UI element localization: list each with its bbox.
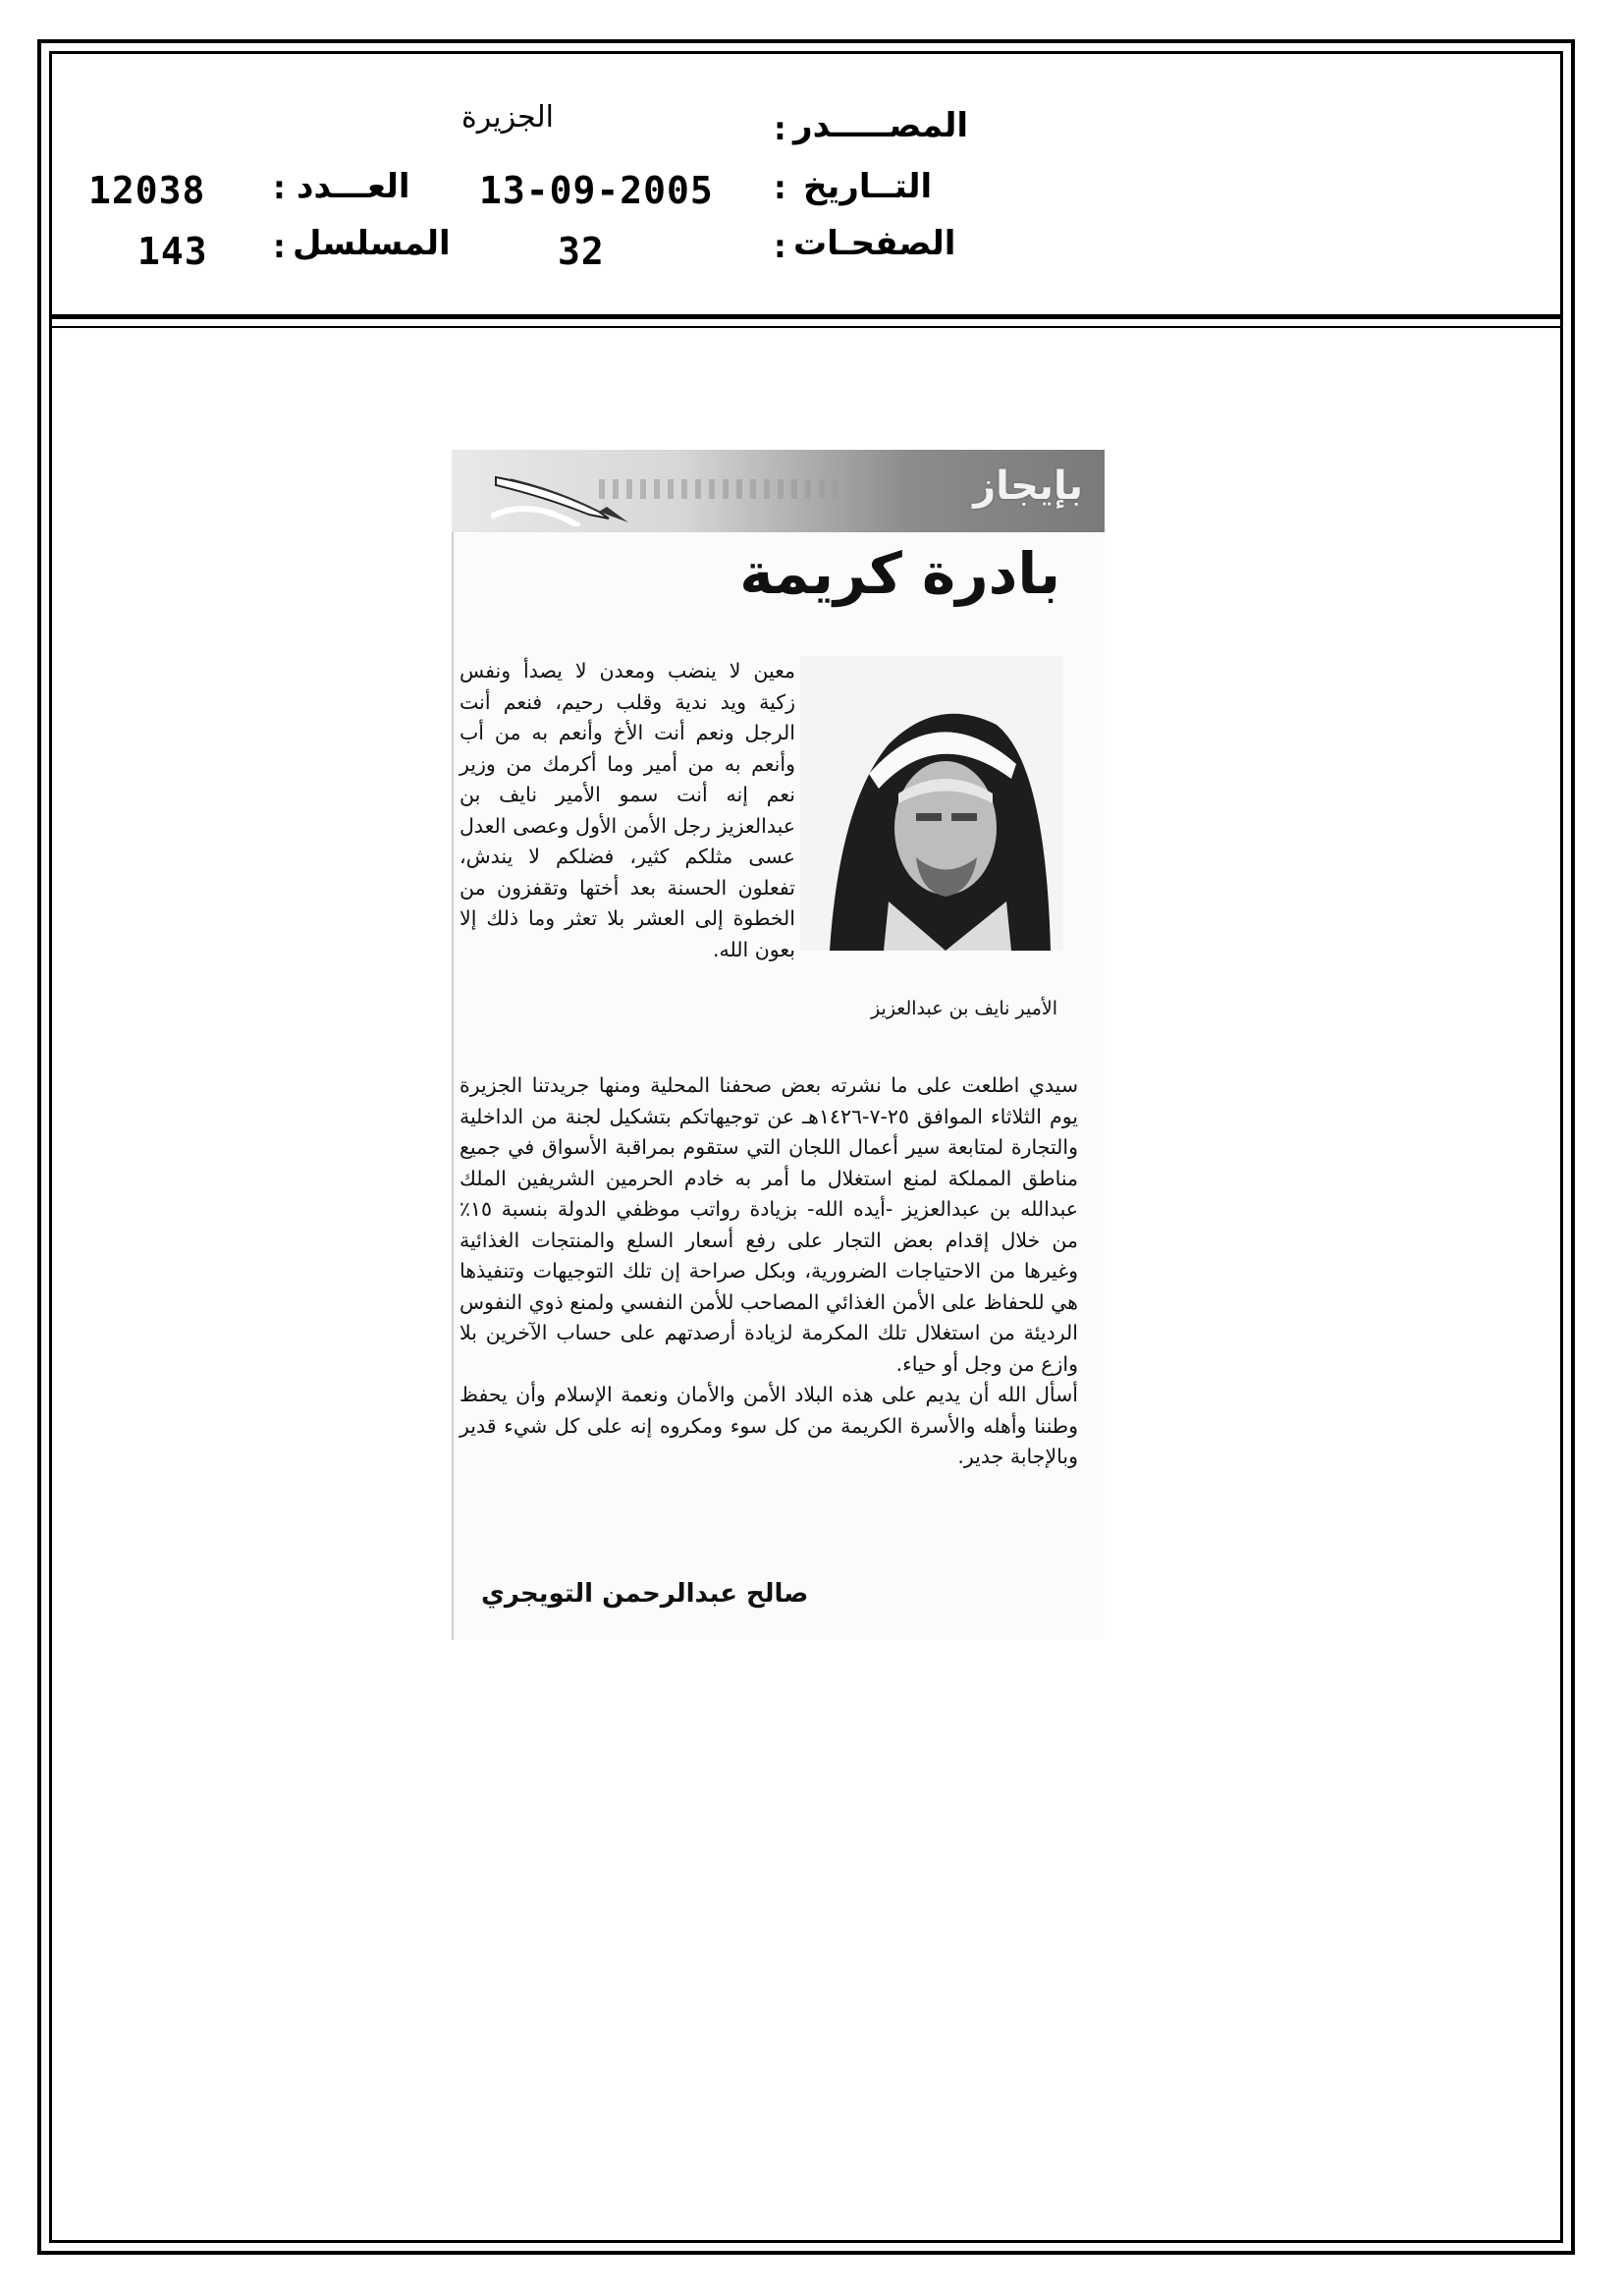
photo-caption: الأمير نايف بن عبدالعزيز (871, 998, 1057, 1019)
banner-label: بإيجاز (973, 464, 1083, 509)
date-colon: : (774, 169, 786, 206)
serial-colon: : (273, 228, 286, 265)
pages-value: 32 (558, 230, 605, 273)
date-label: التــاريخ (803, 167, 933, 206)
clipping-edge (452, 450, 454, 1640)
issue-label: العـــدد (297, 167, 410, 206)
serial-label: المسلسل (293, 224, 451, 263)
pages-label: الصفحـات (793, 224, 956, 263)
pen-icon (491, 458, 638, 526)
column-banner (452, 450, 1105, 532)
source-label: المصـــــدر (793, 106, 969, 145)
article-title: بادرة كريمة (739, 540, 1060, 607)
article-intro-column (460, 656, 795, 965)
portrait-photo (800, 656, 1063, 951)
issue-value: 12038 (88, 169, 206, 212)
date-value: 13-09-2005 (479, 169, 714, 212)
header-divider (49, 314, 1563, 319)
newspaper-clipping (452, 450, 1105, 1640)
pages-colon: : (774, 228, 786, 265)
intro-paragraph: معين لا ينضب ومعدن لا يصدأ ونفس زكية ويد ندية وقلب رحيم، فنعم أنت الرجل ونعم أنت الأخ وأنعم به من أب وأنعم به من أمير وما أكرمك من وزير نعم إنه أنت سمو الأمير نايف بن عبدالعزيز رجل الأمن الأول وعصى العدل عسى مثلكم كثير، فضلكم لا يندش، تفعلون الحسنة بعد أختها وتقفزون من الخطوة إلى العشر بلا تعثر وما ذلك إلا بعون الله. (460, 659, 795, 961)
article-body (460, 1070, 1078, 1473)
source-colon: : (774, 110, 786, 147)
source-value: الجزيرة (461, 100, 555, 135)
serial-value: 143 (137, 230, 208, 273)
issue-colon: : (273, 169, 286, 206)
article-author: صالح عبدالرحمن التويجري (481, 1579, 809, 1609)
body-paragraph-2: أسأل الله أن يديم على هذه البلاد الأمن والأمان ونعمة الإسلام وأن يحفظ وطننا وأهله والأسرة الكريمة من كل سوء ومكروه إنه على كل شيء قدير وبالإجابة جدير. (460, 1383, 1078, 1468)
header-divider-thin (49, 326, 1563, 328)
body-paragraph-1: سيدي اطلعت على ما نشرته بعض صحفنا المحلية ومنها جريدتنا الجزيرة يوم الثلاثاء الموافق ٢٥-٧-١٤٢٦هـ عن توجيهاتكم بتشكيل لجنة من الداخلية والتجارة لمتابعة سير أعمال اللجان التي ستقوم بمراقبة الأسواق في جميع مناطق المملكة لمنع استغلال ما أمر به خادم الحرمين الشريفين الملك عبدالله بن عبدالعزيز -أيده الله- بزيادة رواتب موظفي الدولة بنسبة ١٥٪ من خلال إقدام بعض التجار على رفع أسعار السلع والمنتجات الغذائية وغيرها من الاحتياجات الضرورية، وبكل صراحة إن تلك التوجيهات وتنفيذها هي للحفاظ على الأمن الغذائي المصاحب للأمن النفسي ولمنع ذوي النفوس الرديئة من استغلال تلك المكرمة لزيادة أرصدتهم على حساب الآخرين بلا وازع من وجل أو حياء. (460, 1073, 1078, 1376)
